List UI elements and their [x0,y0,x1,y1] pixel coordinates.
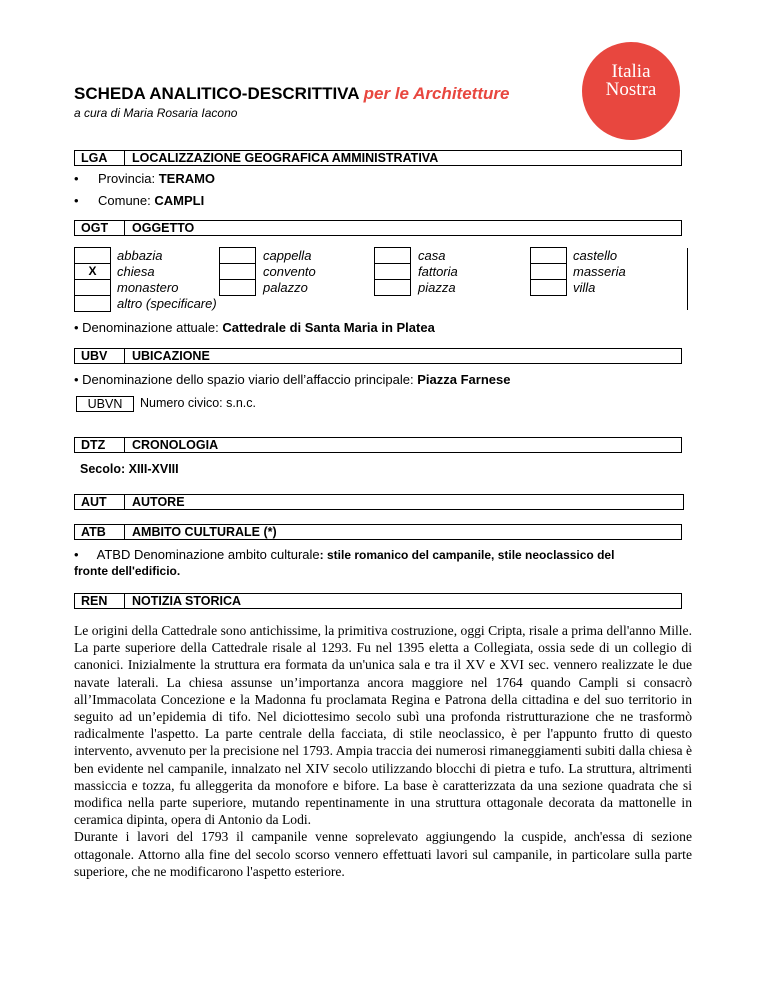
divider-line [687,248,688,310]
section-code: UBV [75,349,125,363]
option-cappella: cappella [263,248,312,263]
logo-text-line2: Nostra [605,79,657,100]
checkbox-convento[interactable] [219,263,256,280]
checkbox-altro[interactable] [74,295,111,312]
option-monastero: monastero [117,280,179,295]
section-label: AUTORE [132,495,185,509]
checkbox-monastero[interactable] [74,279,111,296]
checkbox-abbazia[interactable] [74,247,111,264]
secolo-value: Secolo: XIII-XVIII [80,462,179,476]
checkbox-cappella[interactable] [219,247,256,264]
denominazione-label: • Denominazione attuale: [74,320,219,335]
atbd-line [74,547,614,562]
section-lga [74,150,682,166]
option-piazza: piazza [418,280,456,295]
checked-mark: X [88,264,97,278]
bullet: • [74,193,79,208]
option-castello: castello [573,248,618,263]
section-code: OGT [75,221,125,235]
atbd-value-continued: fronte dell'edificio. [74,564,181,578]
notizia-storica-text [74,622,692,880]
atbd-label: ATBD Denominazione ambito culturale [96,547,320,562]
option-altro: altro (specificare) [117,296,217,311]
section-atb [74,524,682,540]
option-casa: casa [418,248,446,263]
bullet: • [74,547,79,562]
section-label: UBICAZIONE [132,349,210,363]
checkbox-palazzo[interactable] [219,279,256,296]
section-code: ATB [75,525,125,539]
checkbox-castello[interactable] [530,247,567,264]
provincia-label: Provincia: [98,171,156,186]
spazio-viario-line [74,372,510,387]
section-label: AMBITO CULTURALE (*) [132,525,277,539]
provincia-value: TERAMO [158,171,216,186]
numero-civico: Numero civico: s.n.c. [140,396,257,410]
denominazione-line [74,320,435,335]
comune-value: CAMPLI [154,193,205,208]
section-label: LOCALIZZAZIONE GEOGRAFICA AMMINISTRATIVA [132,151,439,165]
section-dtz [74,437,682,453]
spazio-viario-label: • Denominazione dello spazio viario dell’affaccio principale: [74,372,414,387]
atbd-value: : stile romanico del campanile, stile neoclassico del [319,548,615,562]
section-label: OGGETTO [132,221,195,235]
section-ren [74,593,682,609]
provincia-line [74,171,215,186]
logo-text-line1: Italia [611,61,651,82]
comune-label: Comune: [98,193,151,208]
section-label: CRONOLOGIA [132,438,219,452]
bullet: • [74,171,79,186]
checkbox-casa[interactable] [374,247,411,264]
option-chiesa: chiesa [117,264,155,279]
spazio-viario-value: Piazza Farnese [417,372,511,387]
ubvn-code-box: UBVN [76,396,134,412]
denominazione-value: Cattedrale di Santa Maria in Platea [222,320,435,335]
paragraph: Le origini della Cattedrale sono antichissime, la primitiva costruzione, oggi Cripta, risale a prima dell'anno Mille. La parte superiore della Cattedrale risale al 1293. Fu nel 1395 eletta a Collegiata, ossia sede di un collegio di canonici. Inizialmente la struttura era formata da un'unica sala e tra il XV e XVI sec. vennero realizzate le due navate laterali. La chiesa assunse un’importanza ancora maggiore nel 1764 quando Campli si consacrò all’Immacolata Concezione e la Madonna fu proclamata Regina e Patrona della cittadina e del suo territorio in seguito ad un’epidemia di tifo. Nel diciottesimo secolo subì una profonda ristrutturazione che ne trasformò radicalmente l'aspetto. La parte centrale della facciata, di stile neoclassico, è per l'appunto frutto di questo intervento, avvenuto per la precisione nel 1793. Ampia traccia dei numerosi rimaneggiamenti subiti dalla chiesa è ben evidente nel campanile, innalzato nel XIV secolo utilizzando blocchi di pietra e tufo. La struttura, altrimenti massiccia e tozza, fu alleggerita da monofore e bifore. La base è caratterizzata da una sezione quadrata che si modifica nella parte superiore, mutando repentinamente in una struttura ottagonale decorata da mattonelle in ceramica dipinta, opera di Antonio da Lodi. [74,623,692,828]
section-code: REN [75,594,125,608]
option-abbazia: abbazia [117,248,163,263]
curator-line: a cura di Maria Rosaria Iacono [74,106,238,120]
page-title [74,84,509,104]
option-palazzo: palazzo [263,280,308,295]
option-villa: villa [573,280,596,295]
option-fattoria: fattoria [418,264,458,279]
section-aut [74,494,684,510]
paragraph: Durante i lavori del 1793 il campanile venne soprelevato aggiungendo la cuspide, anch'essa di sezione ottagonale. Attorno alla fine del secolo scorso vennero effettuati lavori sul campanile, in particolare sulla parte superiore, che ne modificarono l'aspetto esteriore. [74,829,692,879]
title-accent: per le Architetture [363,84,510,103]
section-code: LGA [75,151,125,165]
option-convento: convento [263,264,316,279]
section-code: DTZ [75,438,125,452]
checkbox-piazza[interactable] [374,279,411,296]
option-masseria: masseria [573,264,626,279]
checkbox-villa[interactable] [530,279,567,296]
section-code: AUT [75,495,125,509]
title-main: SCHEDA ANALITICO-DESCRITTIVA [74,84,359,103]
italia-nostra-logo [582,42,680,140]
checkbox-masseria[interactable] [530,263,567,280]
checkbox-fattoria[interactable] [374,263,411,280]
section-ogt [74,220,682,236]
comune-line [74,193,204,208]
section-ubv [74,348,682,364]
section-label: NOTIZIA STORICA [132,594,242,608]
checkbox-chiesa[interactable] [74,263,111,280]
